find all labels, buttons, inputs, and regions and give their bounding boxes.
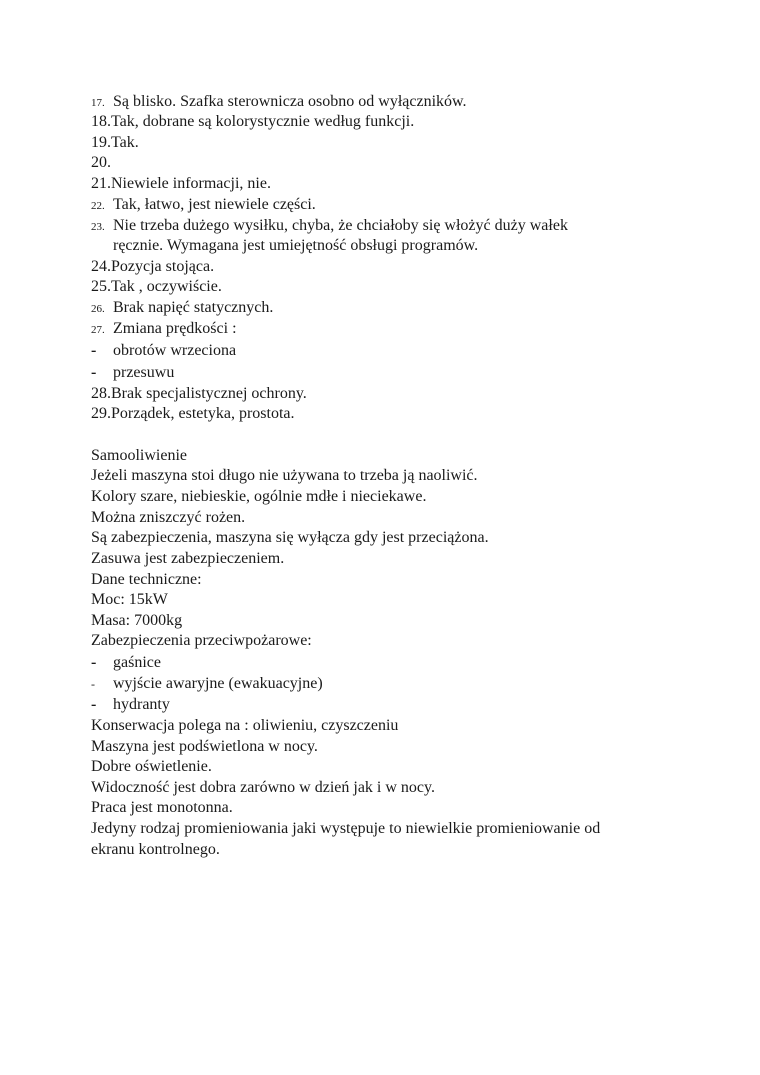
bullet-dash: - bbox=[91, 364, 97, 381]
answer-22 bbox=[91, 195, 316, 216]
answer-21 bbox=[91, 174, 271, 194]
bullet-item bbox=[91, 674, 323, 694]
note-line: Jeżeli maszyna stoi długo nie używana to trzeba ją naoliwić. bbox=[91, 467, 478, 484]
answer-text: Brak napięć statycznych. bbox=[113, 299, 274, 316]
answer-text: Brak specjalistycznej ochrony. bbox=[111, 385, 307, 402]
answer-23 bbox=[91, 216, 568, 237]
answer-number: 25. bbox=[91, 278, 111, 295]
bullet-dash: - bbox=[91, 677, 95, 691]
bullet-item bbox=[91, 341, 236, 361]
answer-text: ręcznie. Wymagana jest umiejętność obsługi programów. bbox=[113, 237, 479, 254]
bullet-dash: - bbox=[91, 342, 97, 359]
note-line: Dane techniczne: bbox=[91, 571, 202, 588]
note-line: Można zniszczyć rożen. bbox=[91, 509, 246, 526]
answer-24 bbox=[91, 257, 214, 277]
answer-number: 29. bbox=[91, 405, 111, 422]
answer-20 bbox=[91, 153, 111, 173]
answer-text: Zmiana prędkości : bbox=[113, 320, 237, 337]
answer-27 bbox=[91, 319, 237, 340]
note-line: Masa: 7000kg bbox=[91, 612, 183, 629]
answer-number: 24. bbox=[91, 258, 111, 275]
bullet-item bbox=[91, 653, 161, 673]
answer-text: Tak. bbox=[111, 134, 139, 151]
answer-text: Tak, dobrane są kolorystycznie według funkcji. bbox=[111, 113, 415, 130]
answer-text: Tak , oczywiście. bbox=[111, 278, 222, 295]
bullet-item bbox=[91, 695, 170, 715]
answer-number: 22. bbox=[91, 200, 105, 212]
bullet-dash: - bbox=[91, 654, 97, 671]
bullet-text: wyjście awaryjne (ewakuacyjne) bbox=[113, 675, 323, 692]
note-line: Dobre oświetlenie. bbox=[91, 758, 212, 775]
answer-number: 27. bbox=[91, 324, 105, 336]
note-line: Widoczność jest dobra zarówno w dzień jak i w nocy. bbox=[91, 779, 435, 796]
note-line: Maszyna jest podświetlona w nocy. bbox=[91, 738, 318, 755]
section-heading: Samooliwienie bbox=[91, 447, 187, 464]
note-line: Praca jest monotonna. bbox=[91, 799, 233, 816]
note-line: Konserwacja polega na : oliwieniu, czyszczeniu bbox=[91, 717, 399, 734]
answer-number: 18. bbox=[91, 113, 111, 130]
bullet-text: hydranty bbox=[113, 696, 170, 713]
answer-number: 19. bbox=[91, 134, 111, 151]
answer-number: 28. bbox=[91, 385, 111, 402]
note-line: Zasuwa jest zabezpieczeniem. bbox=[91, 550, 285, 567]
answer-19 bbox=[91, 133, 139, 153]
answer-text: Nie trzeba dużego wysiłku, chyba, że chciałoby się włożyć duży wałek bbox=[113, 217, 568, 234]
answer-text: Są blisko. Szafka sterownicza osobno od wyłączników. bbox=[113, 93, 467, 110]
answer-17 bbox=[91, 92, 467, 113]
answer-25 bbox=[91, 277, 222, 297]
answer-23-continued bbox=[113, 236, 478, 256]
answer-number: 17. bbox=[91, 97, 105, 109]
answer-text: Porządek, estetyka, prostota. bbox=[111, 405, 295, 422]
answer-number: 23. bbox=[91, 221, 105, 233]
note-line: Kolory szare, niebieskie, ogólnie mdłe i nieciekawe. bbox=[91, 488, 427, 505]
answer-28 bbox=[91, 384, 307, 404]
answer-text: Pozycja stojąca. bbox=[111, 258, 215, 275]
answer-number: 26. bbox=[91, 303, 105, 315]
note-line: Jedyny rodzaj promieniowania jaki występuje to niewielkie promieniowanie od bbox=[91, 820, 601, 837]
bullet-dash: - bbox=[91, 696, 97, 713]
answer-number: 20. bbox=[91, 154, 111, 171]
answer-18 bbox=[91, 112, 414, 132]
note-line: Zabezpieczenia przeciwpożarowe: bbox=[91, 632, 312, 649]
bullet-text: przesuwu bbox=[113, 364, 175, 381]
bullet-item bbox=[91, 363, 174, 383]
bullet-text: obrotów wrzeciona bbox=[113, 342, 237, 359]
answer-text: Tak, łatwo, jest niewiele części. bbox=[113, 196, 316, 213]
answer-26 bbox=[91, 298, 273, 319]
bullet-text: gaśnice bbox=[113, 654, 161, 671]
answer-29 bbox=[91, 404, 295, 424]
note-line: ekranu kontrolnego. bbox=[91, 841, 220, 858]
note-line: Moc: 15kW bbox=[91, 591, 168, 608]
answer-number: 21. bbox=[91, 175, 111, 192]
answer-text: Niewiele informacji, nie. bbox=[111, 175, 271, 192]
note-line: Są zabezpieczenia, maszyna się wyłącza gdy jest przeciążona. bbox=[91, 529, 489, 546]
